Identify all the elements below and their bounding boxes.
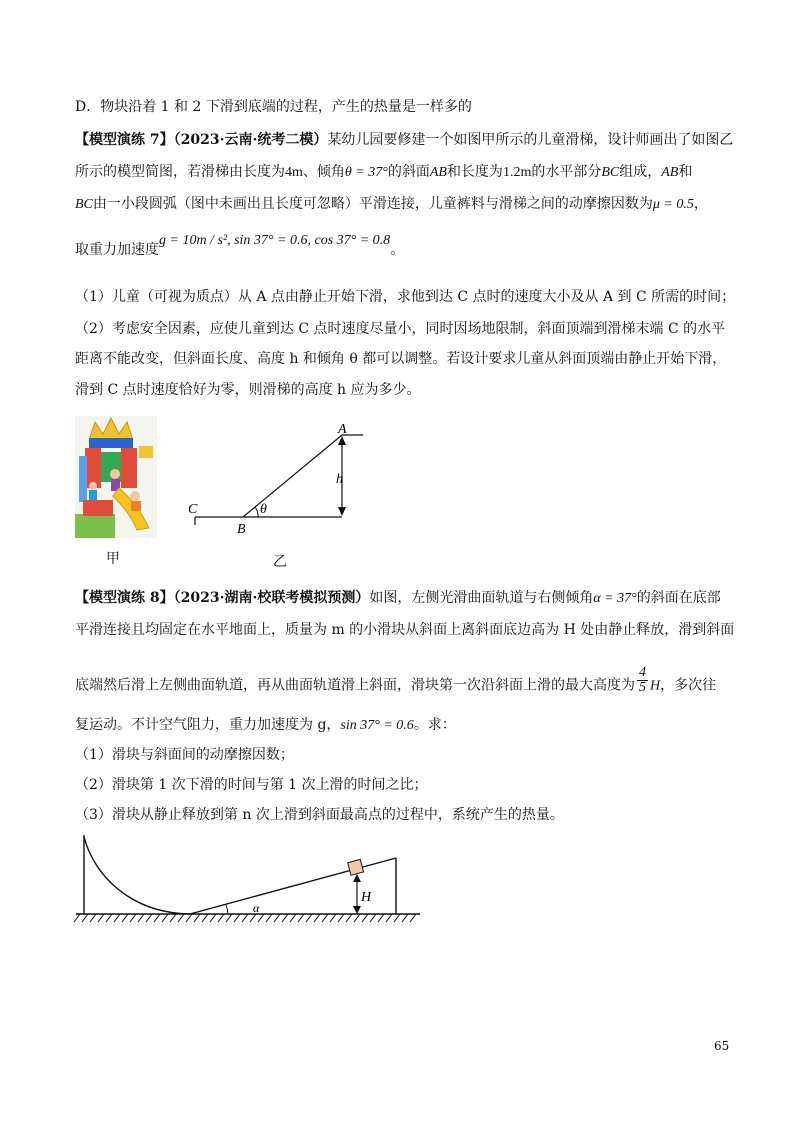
- fraction-variable: H: [650, 678, 661, 694]
- problem7-text2d: 和长度为: [446, 164, 503, 180]
- problem7-tag: 【模型演练 7】（2023·云南·统考二模）: [75, 132, 328, 148]
- problem8-line3: [75, 665, 717, 700]
- problem7-text3a: 由一小段圆弧（图中未画出且长度可忽略）平滑连接，儿童裤料与滑梯之间的动摩擦因数为: [92, 196, 653, 212]
- figure-b-caption: 乙: [273, 554, 287, 570]
- incline-surface: [190, 858, 396, 914]
- problem8-question3: （3）滑块从静止释放到第 n 次上滑到斜面最高点的过程中，系统产生的热量。: [75, 807, 564, 823]
- segment-bc: BC: [601, 165, 620, 180]
- problem7-text2a: 所示的模型简图，若滑梯由长度为: [75, 164, 285, 180]
- problem7-line1: [75, 130, 733, 150]
- curved-track-diagram: [70, 835, 430, 930]
- page-number: 65: [714, 1039, 730, 1053]
- problem8-question1: （1）滑块与斜面间的动摩擦因数；: [75, 747, 294, 763]
- problem7-question2a: （2）考虑安全因素，应使儿童到达 C 点时速度尽量小，同时因场地限制，斜面顶端到滑梯末端 C 的水平: [75, 321, 726, 337]
- problem7-question1: （1）儿童（可视为质点）从 A 点由静止开始下滑，求他到达 C 点时的速度大小及从 A 到 C 所需的时间；: [75, 289, 736, 305]
- curved-track: [84, 837, 190, 914]
- slider-block: [348, 859, 364, 875]
- fraction-numerator: 4: [639, 665, 646, 680]
- problem8-text1b: 的斜面在底部: [636, 590, 721, 606]
- label-h: h: [336, 472, 343, 487]
- problem8-line1: [75, 588, 721, 609]
- problem8-line4: [75, 715, 456, 736]
- label-a: A: [338, 422, 347, 437]
- problem7-text3b: ，: [693, 196, 708, 212]
- problem7-question2c: 滑到 C 点时速度恰好为零，则滑梯的高度 h 应为多少。: [75, 382, 421, 398]
- label-c: C: [188, 502, 198, 517]
- problem7-text2c: 的斜面: [387, 164, 430, 180]
- problem8-text3a: 底端然后滑上左侧曲面轨道，再从曲面轨道滑上斜面，滑块第一次沿斜面上滑的最大高度为: [75, 677, 635, 694]
- problem8-text4b: 。求：: [413, 717, 456, 733]
- alpha-equation: α = 37°: [593, 591, 637, 606]
- problem7-text1: 某幼儿园要修建一个如图甲所示的儿童滑梯，设计师画出了如图乙: [327, 132, 734, 148]
- problem7-text2g: 和: [678, 164, 693, 180]
- segment-bc-2: BC: [75, 197, 93, 212]
- label-alpha: α: [253, 901, 260, 915]
- slide-model-diagram: [180, 415, 380, 540]
- problem7-line3: [75, 194, 708, 215]
- label-theta: θ: [260, 502, 267, 517]
- gravity-equation: g = 10m / s², sin 37° = 0.6, cos 37° = 0.8: [159, 233, 391, 248]
- problem7-text2b: 、倾角: [302, 164, 345, 180]
- fraction-4-5: [637, 666, 648, 695]
- problem7-text4a: 取重力加速度: [75, 242, 159, 258]
- problem8-tag: 【模型演练 8】（2023·湖南·校联考模拟预测）: [75, 590, 370, 606]
- option-d: D．物块沿着 1 和 2 下滑到底端的过程，产生的热量是一样多的: [75, 99, 472, 115]
- sin-equation: sin 37° = 0.6: [340, 718, 414, 733]
- problem8-text4a: 复运动。不计空气阻力，重力加速度为 g，: [75, 717, 341, 733]
- problem8-text3b: ，多次往: [660, 677, 717, 694]
- problem7-text2f: 组成，: [619, 164, 662, 180]
- slide-photo-figure: [75, 416, 157, 538]
- mu-equation: μ = 0.5: [652, 197, 694, 212]
- problem7-text2e: 的水平部分: [531, 164, 602, 180]
- fraction-denominator: 5: [639, 680, 646, 695]
- label-h-capital: H: [361, 890, 372, 905]
- problem8-question2: （2）滑块第 1 次下滑的时间与第 1 次上滑的时间之比；: [75, 777, 428, 793]
- figure-a-caption: 甲: [106, 551, 120, 567]
- problem7-line2: [75, 162, 692, 183]
- incline-segment: [243, 435, 342, 517]
- segment-ab: AB: [429, 165, 447, 180]
- segment-ab-2: AB: [661, 165, 679, 180]
- problem8-line2: 平滑连接且均固定在水平地面上，质量为 m 的小滑块从斜面上离斜面底边高为 H 处由静止释放，滑到斜面: [75, 622, 735, 638]
- problem7-line4: [75, 233, 405, 261]
- label-b: B: [237, 522, 246, 537]
- problem8-text1a: 如图，左侧光滑曲面轨道与右侧倾角: [369, 590, 594, 606]
- problem7-text4b: 。: [390, 242, 405, 258]
- theta-equation: θ = 37°: [344, 165, 388, 180]
- length-bc: 1.2m: [502, 165, 532, 180]
- problem7-question2b: 距离不能改变，但斜面长度、高度 h 和倾角 θ 都可以调整。若设计要求儿童从斜面顶端由静止开始下滑，: [75, 351, 727, 367]
- length-ab: 4m: [285, 165, 303, 180]
